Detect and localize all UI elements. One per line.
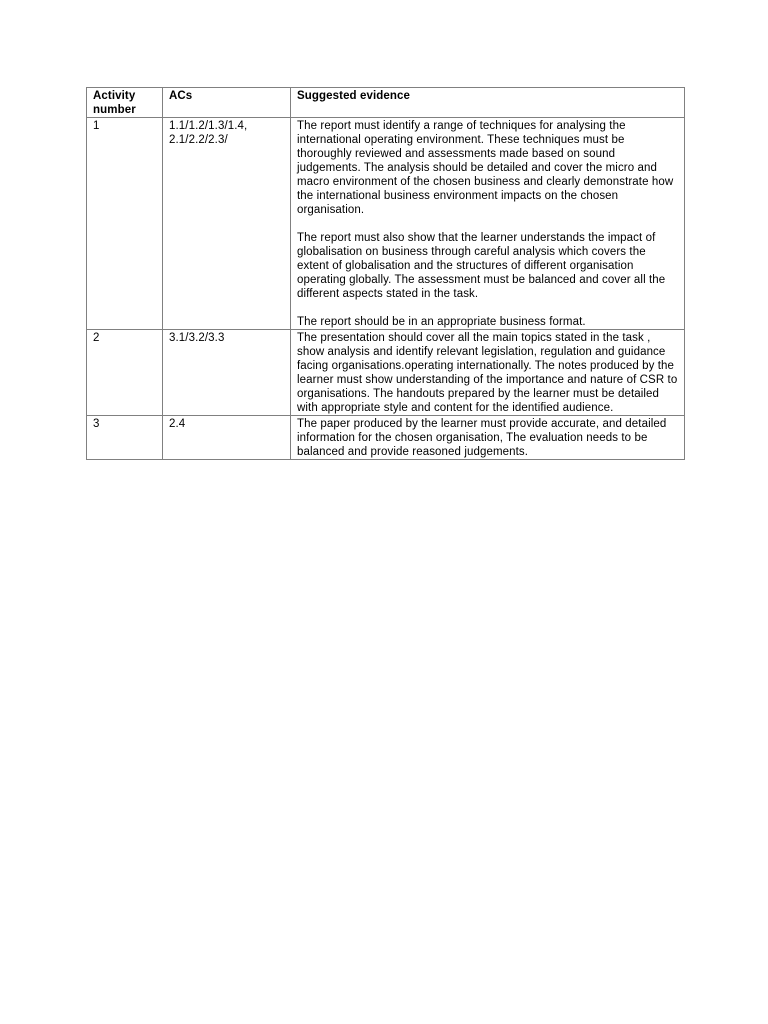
evidence-paragraph: The paper produced by the learner must provide accurate, and detailed information for the chosen organisation, The evaluation needs to be balanced and provide reasoned judgements. [297, 418, 667, 458]
suggested-evidence-table [86, 87, 685, 460]
evidence-paragraph: The presentation should cover all the main topics stated in the task , show analysis and identify relevant legislation, regulation and guidance facing organisations.operating internationally. The notes produced by the learner must show understanding of the importance and nature of CSR to organisations. The handouts prepared by the learner must be detailed with appropriate style and content for the identified audience. [297, 332, 678, 414]
table-row [87, 416, 685, 460]
evidence-paragraph: The report should be in an appropriate business format. [297, 316, 586, 328]
activity-cell: 1 [87, 118, 163, 330]
acs-cell: 2.4 [163, 416, 291, 460]
activity-cell: 3 [87, 416, 163, 460]
evidence-cell [291, 330, 685, 416]
evidence-paragraph: The report must also show that the learner understands the impact of globalisation on business through careful analysis which covers the extent of globalisation and the structures of different organisation operating globally. The assessment must be balanced and cover all the different aspects stated in the task. [297, 232, 666, 300]
evidence-cell [291, 416, 685, 460]
table-header-row [87, 88, 685, 118]
header-activity-number: Activity number [87, 88, 163, 118]
evidence-paragraph: The report must identify a range of techniques for analysing the international operating environment. These techniques must be thoroughly reviewed and assessments made based on sound judgements. The analysis should be detailed and cover the micro and macro environment of the chosen business and clearly demonstrate how the international business environment impacts on the chosen organisation. [297, 120, 674, 216]
header-acs: ACs [163, 88, 291, 118]
table-row [87, 118, 685, 330]
acs-cell: 3.1/3.2/3.3 [163, 330, 291, 416]
header-suggested-evidence: Suggested evidence [291, 88, 685, 118]
acs-cell: 1.1/1.2/1.3/1.4, 2.1/2.2/2.3/ [163, 118, 291, 330]
table-row [87, 330, 685, 416]
evidence-cell [291, 118, 685, 330]
activity-cell: 2 [87, 330, 163, 416]
